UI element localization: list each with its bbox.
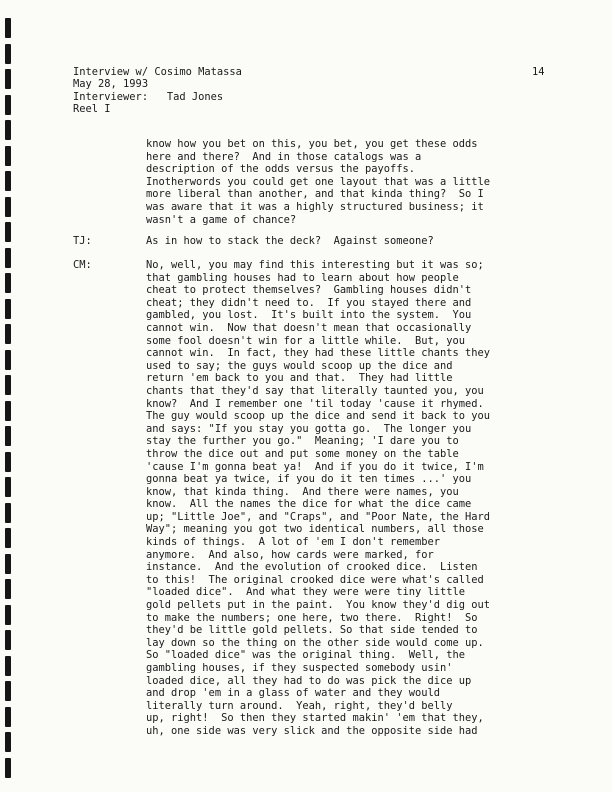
transcript-line: Inotherwords you could get one layout that was a little bbox=[146, 175, 491, 188]
transcript-line: return 'em back to you and that. They had little bbox=[146, 372, 453, 385]
header-line-title: Interview w/ Cosimo Matassa bbox=[73, 66, 242, 78]
binding-punch-hole bbox=[5, 477, 11, 497]
paragraph-tj bbox=[146, 235, 586, 248]
transcript-line: know. All the names the dice for what the dice came bbox=[146, 498, 472, 511]
transcript-line: cheat to protect themselves? Gambling houses didn't bbox=[146, 284, 472, 297]
transcript-line: cannot win. Now that doesn't mean that occasionally bbox=[146, 321, 472, 334]
binding-punch-hole bbox=[5, 248, 11, 268]
transcript-line: literally turn around. Yeah, right, they'd belly bbox=[146, 699, 453, 712]
binding-punch-hole bbox=[5, 452, 11, 472]
binding-punch-hole bbox=[5, 707, 11, 727]
binding-punch-hole bbox=[5, 18, 11, 38]
transcript-line: some fool doesn't win for a little while. But, you bbox=[146, 334, 466, 347]
header-line-date: May 28, 1993 bbox=[73, 78, 149, 91]
transcript-line: up; "Little Joe", and "Craps", and "Poor Nate, the Hard bbox=[146, 510, 491, 523]
binding-punch-hole bbox=[5, 222, 11, 242]
header-line-interviewer: Interviewer: Tad Jones bbox=[73, 90, 224, 103]
binding-punch-hole bbox=[5, 401, 11, 421]
binding-punch-hole bbox=[5, 324, 11, 344]
binding-punch-hole bbox=[5, 579, 11, 599]
binding-punch-hole bbox=[5, 146, 11, 166]
transcript-line: The guy would scoop up the dice and send it back to you bbox=[146, 410, 491, 423]
binding-punch-hole bbox=[5, 681, 11, 701]
binding-punch-hole bbox=[5, 630, 11, 650]
binding-punch-hole bbox=[5, 120, 11, 140]
header-line-reel: Reel I bbox=[73, 103, 111, 116]
binding-punch-hole bbox=[5, 350, 11, 370]
binding-punch-hole bbox=[5, 273, 11, 293]
transcript-line: was aware that it was a highly structured business; it bbox=[146, 200, 484, 213]
binding-punch-hole bbox=[5, 69, 11, 89]
transcript-line: instance. And the evolution of crooked dice. Listen bbox=[146, 561, 478, 574]
transcript-line: that gambling houses had to learn about how people bbox=[146, 271, 459, 284]
transcript-line: 'cause I'm gonna beat ya! And if you do it twice, I'm bbox=[146, 460, 484, 473]
transcript-line: stay the further you go." Meaning; 'I dare you to bbox=[146, 435, 459, 448]
transcript-line: to this! The original crooked dice were what's called bbox=[146, 573, 484, 586]
transcript-line: gonna beat ya twice, if you do it ten times ...' you bbox=[146, 473, 472, 486]
transcript-line: No, well, you may find this interesting but it was so; bbox=[146, 259, 484, 271]
transcript-line: know how you bet on this, you bet, you get these odds bbox=[146, 138, 478, 150]
binding-punch-hole bbox=[5, 197, 11, 217]
binding-punch-hole bbox=[5, 732, 11, 752]
transcript-line: used to say; the guys would scoop up the dice and bbox=[146, 359, 453, 372]
transcript-line: gold pellets put in the paint. You know they'd dig out bbox=[146, 599, 491, 612]
transcript-line: As in how to stack the deck? Against someone? bbox=[146, 235, 434, 247]
binding-edge bbox=[0, 0, 20, 792]
transcript-line: anymore. And also, how cards were marked, for bbox=[146, 548, 434, 561]
transcript-line: loaded dice, all they had to do was pick the dice up bbox=[146, 674, 472, 687]
speaker-label-tj: TJ: bbox=[73, 235, 92, 247]
transcript-line: up, right! So then they started makin' 'em that they, bbox=[146, 712, 484, 725]
binding-punch-hole bbox=[5, 656, 11, 676]
paragraph-cm bbox=[146, 259, 586, 738]
binding-punch-hole bbox=[5, 299, 11, 319]
page-number: 14 bbox=[532, 66, 545, 78]
transcript-line: here and there? And in those catalogs was a bbox=[146, 150, 422, 163]
transcript-line: kinds of things. A lot of 'em I don't remember bbox=[146, 536, 441, 549]
transcript-line: they'd be little gold pellets. So that side tended to bbox=[146, 624, 478, 637]
binding-punch-hole bbox=[5, 95, 11, 115]
binding-punch-hole bbox=[5, 44, 11, 64]
transcript-line: gambling houses, if they suspected somebody usin' bbox=[146, 662, 453, 674]
speaker-label-cm: CM: bbox=[73, 259, 92, 271]
transcript-line: to make the numbers; one here, two there. Right! So bbox=[146, 611, 478, 624]
transcript-line: uh, one side was very slick and the opposite side had bbox=[146, 724, 478, 737]
transcript-line: description of the odds versus the payoffs. bbox=[146, 163, 415, 176]
transcript-line: Way"; meaning you got two identical numbers, all those bbox=[146, 523, 484, 536]
transcript-line: gambled, you lost. It's built into the system. You bbox=[146, 309, 472, 322]
transcript-line: and says: "If you stay you gotta go. The longer you bbox=[146, 422, 472, 435]
binding-punch-hole bbox=[5, 375, 11, 395]
transcript-line: throw the dice out and put some money on the table bbox=[146, 447, 459, 460]
transcript-line: know? And I remember one 'til today 'cause it rhymed. bbox=[146, 397, 484, 410]
binding-punch-hole bbox=[5, 554, 11, 574]
binding-punch-hole bbox=[5, 171, 11, 191]
page-header bbox=[73, 66, 242, 116]
transcript-line: know, that kinda thing. And there were names, you bbox=[146, 485, 459, 498]
transcript-line: wasn't a game of chance? bbox=[146, 213, 297, 226]
transcript-line: lay down so the thing on the other side would come up. bbox=[146, 636, 484, 649]
binding-punch-hole bbox=[5, 605, 11, 625]
transcript-line: and drop 'em in a glass of water and they would bbox=[146, 687, 441, 700]
transcript-line: cheat; they didn't need to. If you stayed there and bbox=[146, 296, 472, 309]
binding-punch-hole bbox=[5, 503, 11, 523]
transcript-line: more liberal than another, and that kinda thing? So I bbox=[146, 188, 484, 201]
transcript-line: cannot win. In fact, they had these little chants they bbox=[146, 347, 491, 360]
transcript-line: So "loaded dice" was the original thing. Well, the bbox=[146, 649, 466, 662]
binding-punch-hole bbox=[5, 758, 11, 778]
binding-punch-hole bbox=[5, 426, 11, 446]
transcript-line: chants that they'd say that literally taunted you, you bbox=[146, 384, 484, 397]
paragraph-continued bbox=[146, 138, 586, 226]
transcript-line: "loaded dice". And what they were were tiny little bbox=[146, 586, 466, 599]
binding-punch-hole bbox=[5, 528, 11, 548]
